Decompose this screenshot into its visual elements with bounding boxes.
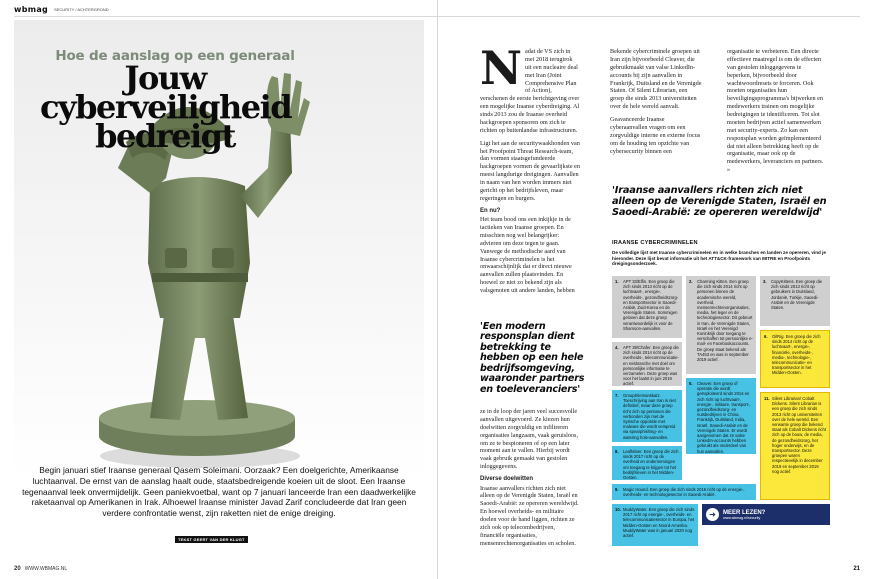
body-column-1-continued <box>480 408 580 553</box>
cell-number: 2. <box>689 279 693 284</box>
author-byline: TEKST GEERT VAN DER KLUGT <box>175 536 248 543</box>
threat-group-cell <box>760 330 830 388</box>
paragraph: Het team bood ons een inkijkje in de tactieken van Iraanse groepen. En misschien nog wel belangrijker: advieren om deze tegen te gaan. Vanwege de methodische aard van Iraanse cybercriminelen is het onwaarschijnlijk dat er direct nieuwe aanvallen zullen plaatsvinden. En hoewel ze niet zo bekend zijn als valsgenoten uit andere landen, hebben <box>480 216 575 295</box>
article-kicker: Hoe de aanslag op een generaal <box>55 48 295 64</box>
cell-text: APT 39/Chafer. Een groep die zich sinds 2014 richt op de overheids-, telecommunicatie- en reisbranche met doel om persoonlijke informatie te verzamelen. Deze groep was voor het laatst in juni 2019 actief. <box>623 345 679 387</box>
paragraph: Geavanceerde Iraanse cyberaanvallen vragen om een zorgvuldige interne en externe focus om de houding ten opzichte van cybersecurity binnen een <box>610 116 701 155</box>
threat-group-cell <box>612 390 682 442</box>
pull-quote: 'Een modern responsplan dient betrekking te hebben op een hele bedrijfsomgeving, waaronder partners en toeleveranciers' <box>480 321 585 395</box>
cell-number: 6. <box>764 334 768 339</box>
paragraph <box>480 41 580 135</box>
cell-text: Magic Hound. Een groep die zich sinds 2016 richt op de energie-, overheids- en technologiesector in Saoedi-Arabië. <box>623 487 745 498</box>
cell-text: LeafMiner. Een groep die zich sinds 2017 richt op de overheid en ondernemingen om toegang te krijgen tot het bedrijfsleven in het Midden-Oosten. <box>623 449 679 481</box>
threat-group-cell <box>612 446 682 480</box>
cell-text: Cleaver. Een groep of operatie die wordt geëxploiteerd sinds 2014 en zich richt op luchtvaart-, energie-, militaire, transport-, gezondheidszorg- en nutsbedrijven in China, Frankrijk, Duitsland, India, Israël, Saoedi-Arabië en de Verenigde Staten. Er wordt aangenomen dat ze valse LinkedIn-accounts hebben gebruikt als onderdeel van hun aanvallen. <box>697 381 751 454</box>
cell-text: APT 33/Elfin. Een groep die zich sinds 2013 richt op de luchtvaart-, energie-, overheids-, gezondheidszorg- en transportsector in Saoedi-Arabië, Zuid-Korea en de Verenigde Staten. Sommigen geloven dat deze groep verantwoordelijk is voor de Shamoon-aanvallen. <box>623 279 679 331</box>
infobox-title: IRAANSE CYBERCRIMINELEN <box>612 240 698 246</box>
title-line: cyberveiligheid <box>40 87 292 126</box>
cell-number: 3. <box>763 279 767 284</box>
cell-text: OilRig. Een groep die zich sinds 2014 richt op de luchtvaart-, energie-, financiële, overheids-, media-, technologie-, telecommunicatie- en transportsector in het Midden-Oosten. <box>772 334 821 376</box>
end-mark: » <box>727 166 731 174</box>
subheading: Diverse doelwitten <box>480 476 534 482</box>
cell-number: 4. <box>615 345 619 350</box>
paragraph-text: adat de VS zich in mei 2018 terugtrok uit een nucleaire deal met Iran (Joint Comprehensive Plan of Action), <box>525 48 578 95</box>
threat-group-cell <box>612 504 698 546</box>
body-column-3 <box>727 48 827 179</box>
subheading: En nu? <box>480 207 501 214</box>
paragraph-text: organisatie te verbeteren. Een directe effectieve maatregel is om de effecten van gestolen inloggegevens te beperken, bijvoorbeeld door wachtwoordresets te forceren. Ook moeten organisaties hun beveiligingsprogramma's bijwerken en medewerkers trainen om mogelijke bedreigingen te identificeren. Tot slot moeten bedrijven actief samenwerken met security-experts. Zo kan een responsplan worden geïmplementeerd dat niet alleen betrekking heeft op de organisatie, maar ook op de medewerkers, leveranciers en partners. <box>727 48 824 166</box>
threat-group-cell <box>612 342 682 386</box>
paragraph: Iraanse aanvallers richten zich niet alleen op de Verenigde Staten, Israël en Saoedi-Arabië: ze opereren wereldwijd. En hoewel overheids- en militaire doelen voor de hand liggen, richten ze zich ook op telecombedrijven, financiële organisaties, mensenrechtenorganisaties en scholen. <box>480 484 579 547</box>
left-page <box>0 18 437 579</box>
read-more-text <box>723 510 765 520</box>
left-footer <box>14 566 67 572</box>
cell-number: 5. <box>689 381 693 386</box>
section-label: SECURITY / ACHTERGROND <box>54 7 109 12</box>
read-more-url: www.wbmag.nl/security <box>723 515 761 520</box>
paragraph: Bekende cybercriminele groepen uit Iran zijn bijvoorbeeld Cleaver, die gebruikmaakt van valse LinkedIn-accounts bij zijn aanvallen in Frankrijk, Duitsland en de Verenigde Staten. Of Silent Librarian, een groep die sinds 2013 universiteiten over de hele wereld aanvalt. <box>610 48 702 111</box>
page-number-left: 20 <box>14 566 21 572</box>
cell-text: Silent Librarian/ Cobalt Dickens. Silent Librarian is een groep die zich sinds 2013 richt op universiteiten over de hele wereld. Een verwante groep die bekend staat als Cobalt Dickens richt zich op de bouw, de media, de gezondheidszorg, het hoger onderwijs, en de transportsector. Deze groepen waren respectievelijk in december 2019 en september 2019 nog actief. <box>772 396 826 474</box>
threat-group-cell <box>612 484 756 500</box>
body-column-2 <box>610 48 702 160</box>
cell-number: 11. <box>764 396 770 401</box>
paragraph <box>727 48 827 174</box>
cell-number: 7. <box>615 393 619 398</box>
threat-group-cell <box>686 276 756 374</box>
cell-number: 9. <box>615 487 619 492</box>
cell-text: CopyKittens. Een groep die zich sinds 2013 richt op gebruikers in Duitsland, Jordanië, Turkije, Saoedi-Arabië en de Verenigde Staten. <box>771 279 822 311</box>
cell-number: 8. <box>615 449 619 454</box>
page-number-right: 21 <box>853 566 860 572</box>
article-title <box>40 59 292 155</box>
cell-text: Charming Kitten. Een groep die zich sinds 2014 richt op personen binnen de academische wereld, overheid, mensenrechtenorganisaties, media, het leger en de technologiesector. Dit gebeurt in Iran, de Verenigde Staten, Israël en het Verenigd Koninkrijk door toegang te verschaffen tot persoonlijke e-mail- en Facebookaccounts. De groep staat bekend als TA453 en was in september 2019 actief. <box>697 279 753 363</box>
magazine-logo: wbmag <box>14 5 49 14</box>
threat-group-cell <box>760 392 830 500</box>
pull-quote: 'Iraanse aanvallers richten zich niet alleen op de Verenigde Staten, Israël en Saoedi-Arabië: ze opereren wereldwijd' <box>612 185 827 218</box>
cell-number: 1. <box>615 279 619 284</box>
paragraph-text: verschenen de eerste berichtgeving over een mogelijke Iraanse cyberdreiging. Al sinds 2013 zou de Iraanse overheid hackgroepen sponsoren om zich te richten op buitenlandse infrastructuren. <box>480 95 580 134</box>
threat-group-cell <box>760 276 830 326</box>
cell-text: MuddyWater. Een groep die zich sinds 2017 richt op energie-, overheids- en telecommunicatiesector in Europa, het Midden-Oosten en Noord-Amerika. MuddyWater was in januari 2020 nog actief. <box>623 507 695 539</box>
article-intro: Begin januari stief Iraanse generaal Qasem Soleimani. Oorzaak? Een doelgerichte, Amerikaanse luchtaanval. De ernst van de aanslag haalt oude, staatsbedreigende koeien uit de sloot. Een Iraanse tegenaanval leek onvermijdelijk. Geen paniekvoetbal, want op 7 januari lanceerde Iran een daadwerkelijke raketaanval op Amerikanen in Irak. Alhoewel Iraanse minister Javad Zarif concludeerde dat Iran geen verdere confrontatie wenst, zijn raketten niet de enige dreiging. <box>22 465 416 518</box>
cell-number: 10. <box>615 507 621 512</box>
body-column-1 <box>480 41 580 300</box>
paragraph: Ligt het aan de securitywaakhonden van het Proofpoint Threat Research-team, dan vormen staatsgefundeerde hackgroepen vormen de gevaarlijkste en meest langdurige dreigingen. Aanvallen in naam van hen worden immers niet gericht op het bedrijfsleven, maar regeringen en burgers. <box>480 139 580 202</box>
paragraph: ze in de loop der jaren veel succesvolle aanvallen uitgevoerd. Ze kiezen hun doelwitten zorgvuldig en infiltreren organisaties langzaam, vaak geruisloos, om ze te bespioneren of op een later moment aan te vallen. Hierbij wordt vaak gebruik gemaakt van gestolen inloggegevens. <box>480 408 578 471</box>
title-line: bedreigt <box>95 116 235 155</box>
title-line: Jouw <box>124 59 206 97</box>
infobox-intro: De volledige lijst met Iraanse cybercriminelen en in welke branches en landen ze opereren, vind je hieronder. Deze lijst bevat informatie uit het ATT&CK-framework van MITRE en Proofpoints dreigingsonderzoek. <box>612 250 826 267</box>
footer-url: WWW.WBMAG.NL <box>24 566 68 572</box>
arrow-right-icon: ➜ <box>706 508 719 521</box>
page-gutter <box>437 0 438 579</box>
threat-group-cell <box>612 276 682 338</box>
read-more-title: MEER LEZEN? <box>723 509 766 516</box>
threat-group-cell <box>686 378 756 454</box>
drop-cap: N <box>480 41 523 95</box>
read-more-link[interactable] <box>702 504 830 525</box>
cell-text: Group5/Iemanskatz. Toeschrijving aan Iran is niet definitief, maar deze groep richt zich op personen die verbonden zijn met de Syrische oppositie met malware die wordt verspreid via spearphishing- en watering hole-aanvallen. <box>623 393 676 440</box>
